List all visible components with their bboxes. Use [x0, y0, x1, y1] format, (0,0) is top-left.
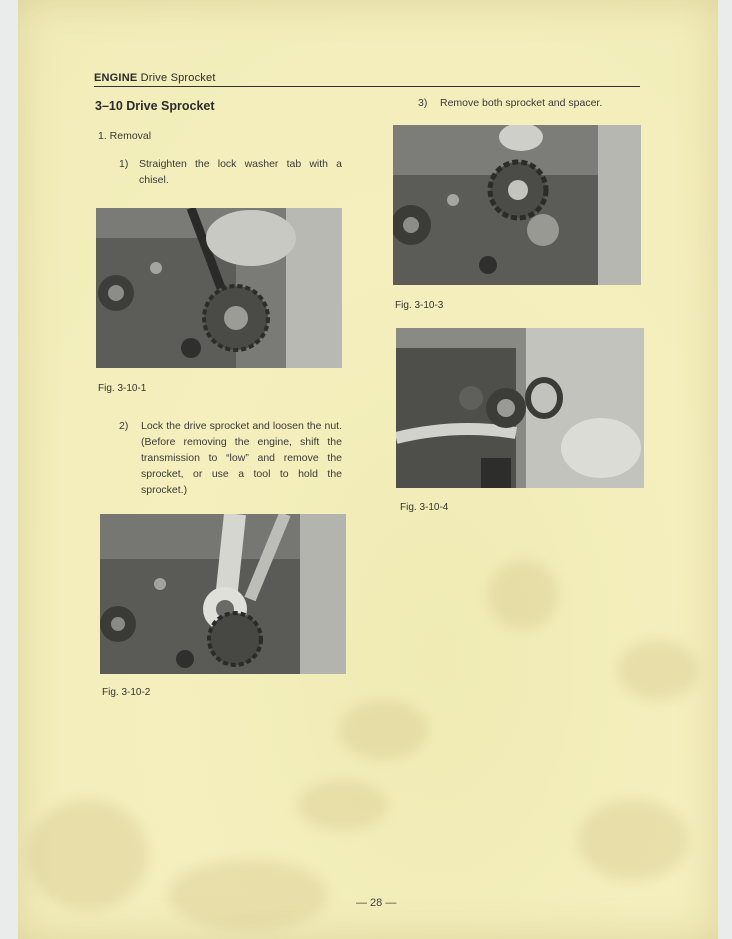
figure-3-10-3-caption: Fig. 3-10-3: [395, 300, 444, 311]
step-2-number: 2): [119, 420, 129, 432]
step-1-text: Straighten the lock washer tab with a chisel.: [139, 158, 342, 186]
manual-page: [18, 0, 718, 939]
header-section-label: ENGINE: [94, 72, 138, 84]
figure-3-10-4-photo: [396, 328, 644, 488]
figure-3-10-3-photo: [393, 125, 641, 285]
section-title: 3–10 Drive Sprocket: [95, 99, 215, 113]
figure-3-10-4-caption: Fig. 3-10-4: [400, 502, 449, 513]
step-1-number: 1): [119, 158, 129, 170]
step-3-number: 3): [418, 97, 428, 109]
figure-3-10-2-caption: Fig. 3-10-2: [102, 687, 151, 698]
figure-3-10-1-caption: Fig. 3-10-1: [98, 383, 147, 394]
step-2-text: Lock the drive sprocket and loosen the nut. (Before removing the engine, shift the transmission to “low” and remove the sprocket, or use a tool to hold the sprocket.): [141, 420, 342, 496]
header-rule: [94, 86, 640, 87]
running-header: [94, 72, 216, 84]
header-title: Drive Sprocket: [140, 72, 216, 84]
page-number: — 28 —: [356, 897, 397, 909]
figure-3-10-1-photo: [96, 208, 342, 368]
step-3-text: Remove both sprocket and spacer.: [440, 97, 603, 109]
figure-3-10-2-photo: [100, 514, 346, 674]
step-heading: 1. Removal: [98, 130, 152, 142]
